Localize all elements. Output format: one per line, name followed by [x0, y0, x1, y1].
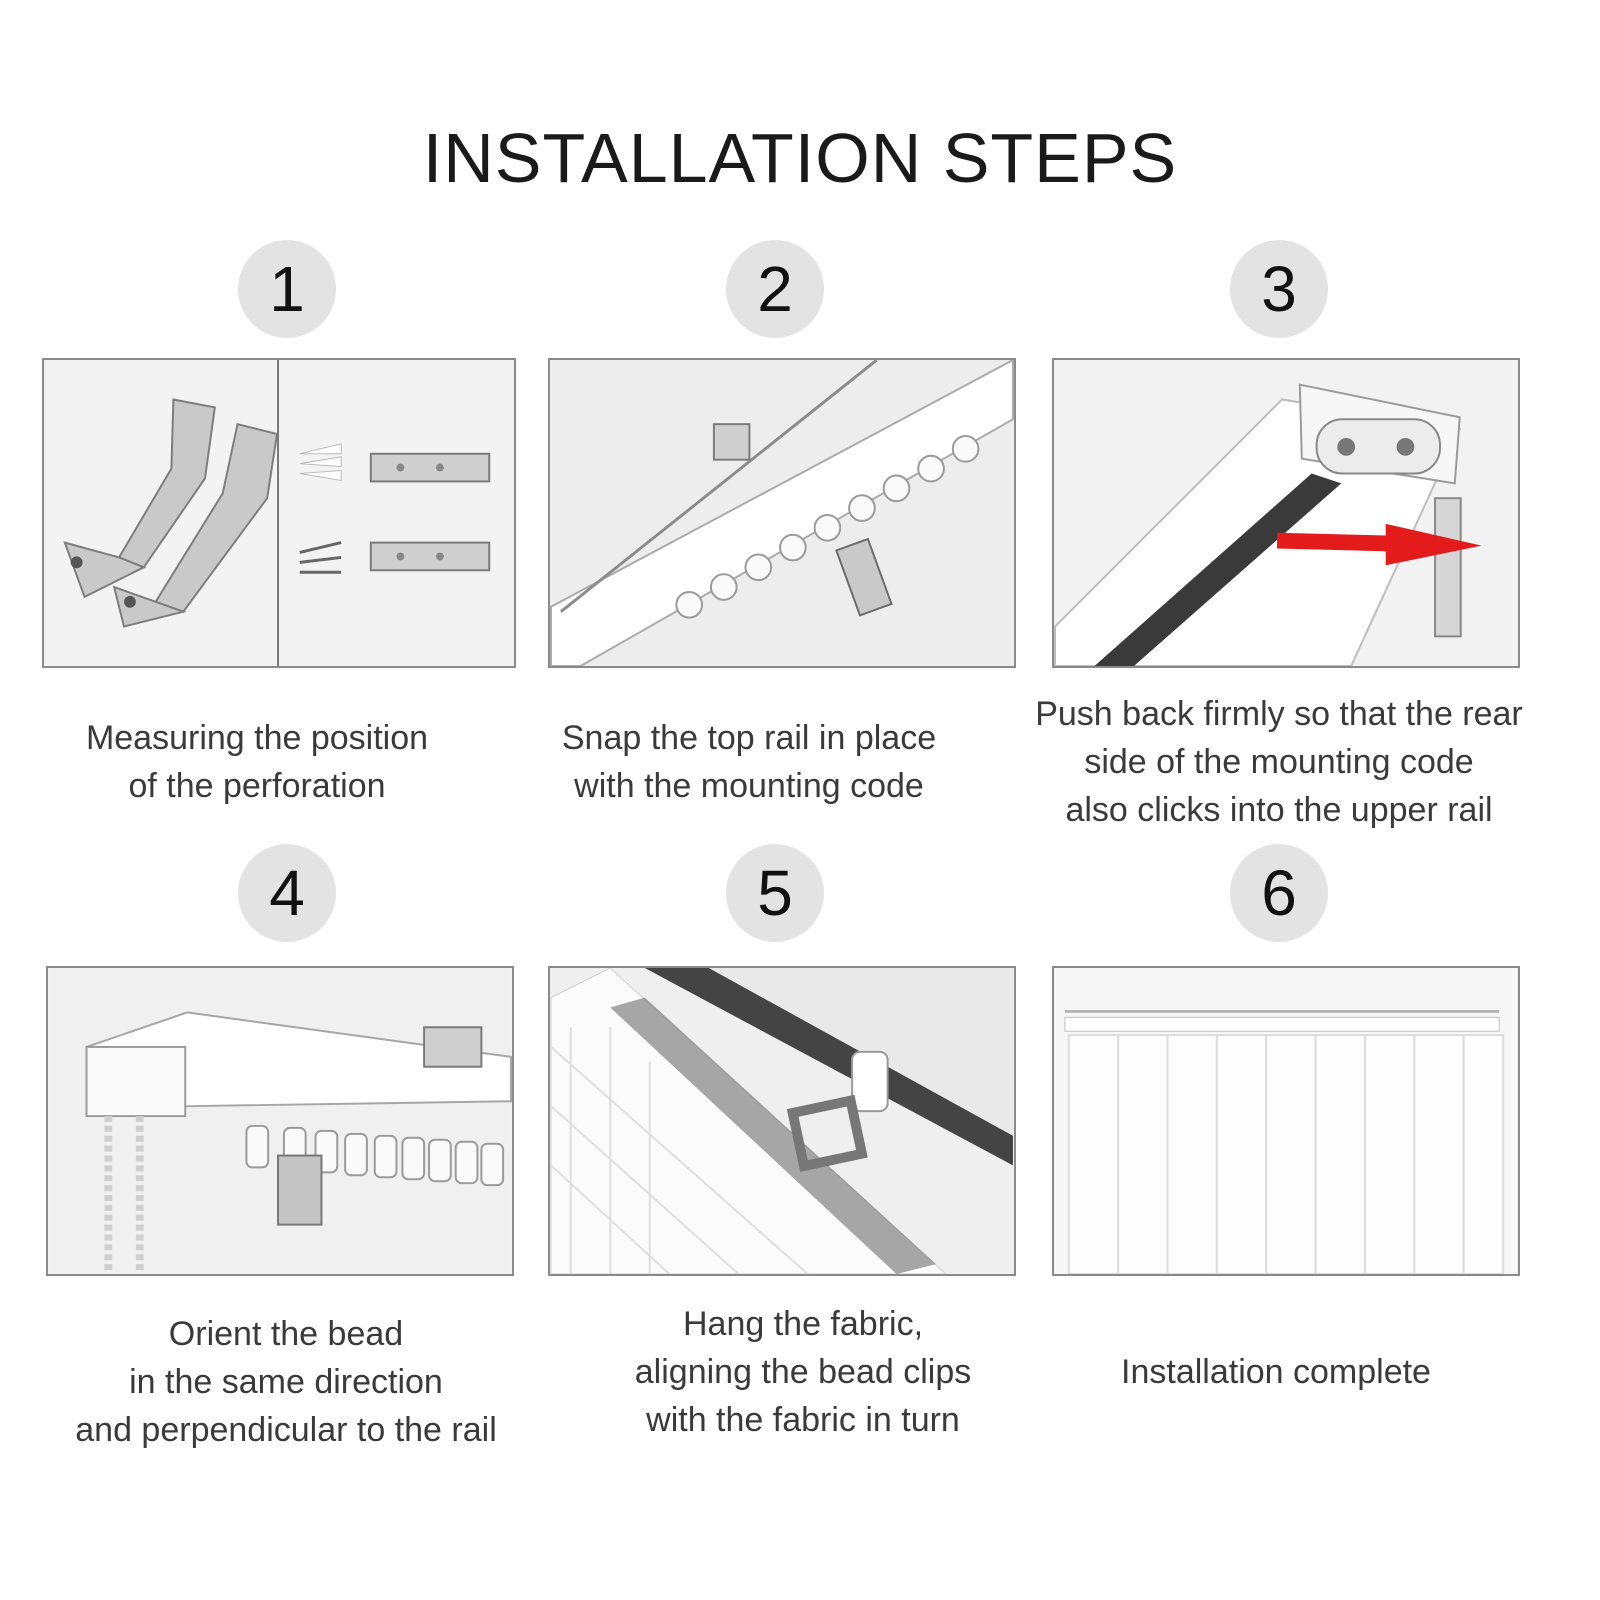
- step-3-caption: [1020, 690, 1538, 834]
- step-2-caption-line-2: with the mounting code: [574, 767, 924, 805]
- bead-chain-rail-illustration: [48, 968, 512, 1274]
- step-5-number-badge: 5: [726, 844, 824, 942]
- page-title: INSTALLATION STEPS: [422, 119, 1178, 197]
- step-2-photo: [548, 358, 1016, 668]
- top-rail-clips-illustration: [550, 360, 1014, 666]
- step-4-caption-line-3: and perpendicular to the rail: [75, 1411, 497, 1449]
- step-5-caption-line-3: with the fabric in turn: [646, 1401, 960, 1439]
- step-3-caption-line-3: also clicks into the upper rail: [1065, 791, 1493, 829]
- bracket-parts-illustration: [44, 360, 514, 666]
- step-6-caption: [1052, 1348, 1500, 1396]
- fabric-hanging-illustration: [550, 968, 1014, 1274]
- step-1-caption: [42, 714, 472, 810]
- step-3-photo: [1052, 358, 1520, 668]
- step-4-photo: [46, 966, 514, 1276]
- step-4-caption-line-2: in the same direction: [129, 1363, 443, 1401]
- step-6-number-badge: 6: [1230, 844, 1328, 942]
- step-2-caption: [548, 714, 950, 810]
- step-5-photo: [548, 966, 1016, 1276]
- step-2-number-badge: 2: [726, 240, 824, 338]
- step-1-caption-line-1: Measuring the position: [85, 719, 429, 757]
- step-5-caption-line-1: Hang the fabric,: [682, 1305, 924, 1343]
- step-4-caption-line-1: Orient the bead: [168, 1315, 404, 1353]
- step-3-number-badge: 3: [1230, 240, 1328, 338]
- step-5-caption: [548, 1300, 1058, 1444]
- step-4-caption: [46, 1310, 526, 1454]
- step-6-photo: [1052, 966, 1520, 1276]
- step-3-caption-line-2: side of the mounting code: [1084, 743, 1474, 781]
- step-4-number-badge: 4: [238, 844, 336, 942]
- step-5-caption-line-2: aligning the bead clips: [634, 1353, 972, 1391]
- step-2-caption-line-1: Snap the top rail in place: [561, 719, 937, 757]
- step-1-photo: [42, 358, 516, 668]
- rail-end-push-illustration: [1054, 360, 1518, 666]
- step-6-caption-line-1: Installation complete: [1121, 1353, 1431, 1391]
- step-3-caption-line-1: Push back firmly so that the rear: [1035, 695, 1523, 733]
- completed-vertical-blinds-illustration: [1054, 968, 1518, 1274]
- step-1-number-badge: 1: [238, 240, 336, 338]
- step-1-caption-line-2: of the perforation: [128, 767, 386, 805]
